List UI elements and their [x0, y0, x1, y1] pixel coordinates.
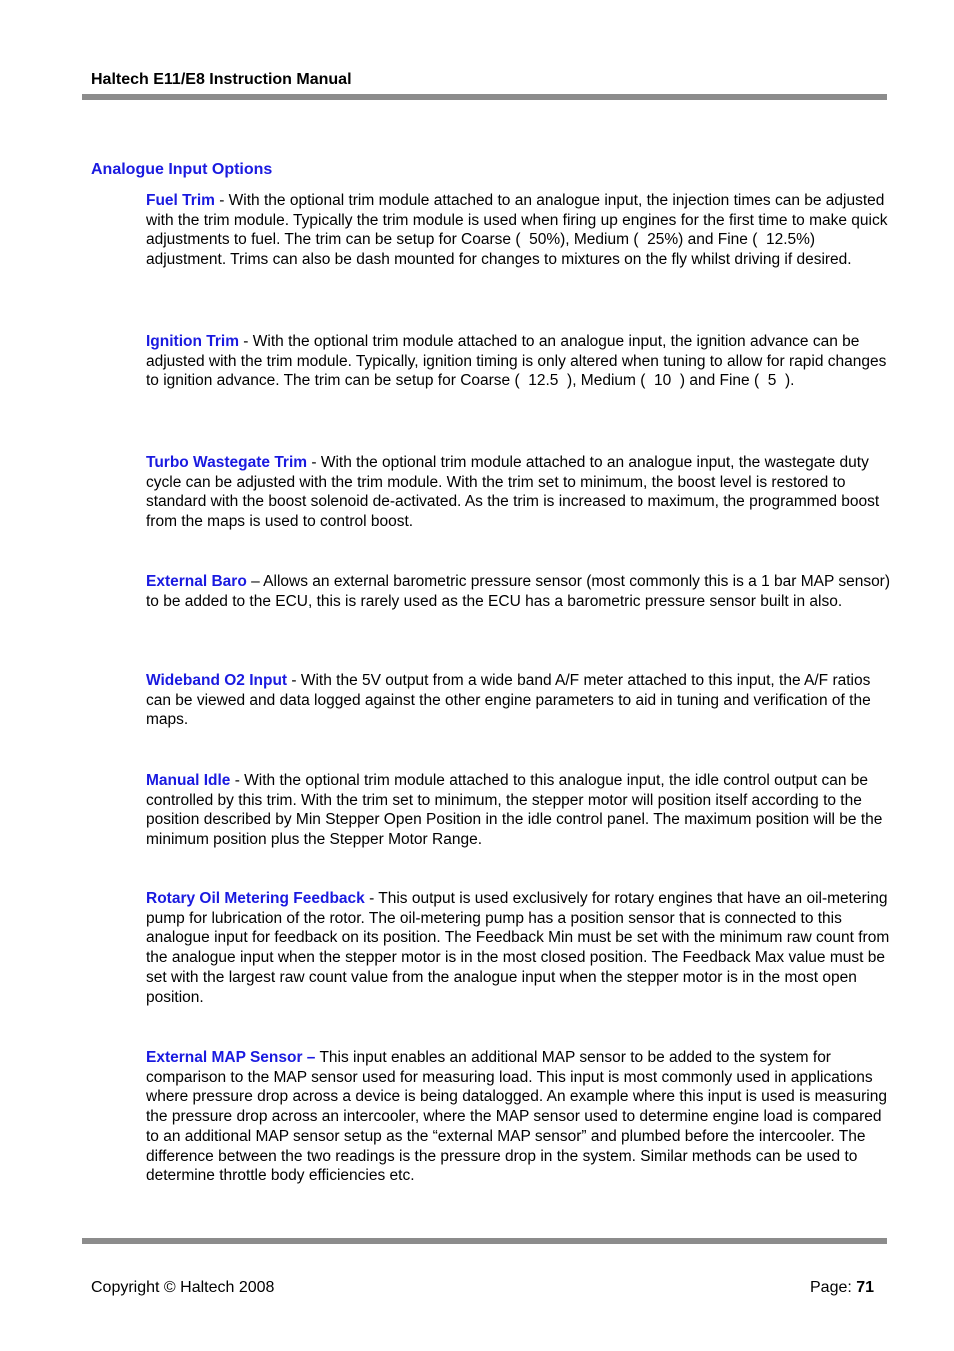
entry-manual-idle [146, 771, 891, 850]
entry-ignition-trim [146, 332, 891, 391]
footer-rule [82, 1238, 887, 1244]
header-title: Haltech E11/E8 Instruction Manual [91, 71, 352, 88]
page-label: Page: [810, 1279, 857, 1296]
entry-text: - This output is used exclusively for rotary engines that have an oil-metering pump for lubrication of the rotor. The oil-metering pump has a position sensor that is connected to this analogue input for feedback on its position. The Feedback Min must be set with the minimum raw count from the analogue input when the stepper motor is in the most closed position. The Feedback Max value must be set with the largest raw count value from the analogue input when the stepper motor is in the most open position. [146, 890, 890, 1006]
footer-page-number [810, 1278, 874, 1298]
entry-text: - With the 5V output from a wide band A/F meter attached to this input, the A/F ratios can be viewed and data logged against the other engine parameters to aid in tuning and verification of the maps. [146, 672, 871, 729]
entry-term: External Baro [146, 573, 247, 590]
section-heading: Analogue Input Options [91, 161, 273, 178]
entry-turbo-wastegate-trim [146, 453, 891, 532]
entry-term: Manual Idle [146, 772, 231, 789]
entry-external-map-sensor [146, 1048, 891, 1186]
footer-copyright: Copyright © Haltech 2008 [91, 1279, 275, 1296]
entry-wideband-o2-input [146, 671, 891, 730]
entry-text: - With the optional trim module attached to an analogue input, the wastegate duty cycle can be adjusted with the trim module. With the trim set to minimum, the boost level is restored to standard with the boost solenoid de-activated. As the trim is increased to maximum, the programmed boost from the maps is used to control boost. [146, 454, 880, 531]
entry-text: – Allows an external barometric pressure sensor (most commonly this is a 1 bar MAP sensor) to be added to the ECU, this is rarely used as the ECU has a barometric pressure sensor built in also. [146, 573, 891, 610]
entry-text: - With the optional trim module attached to an analogue input, the injection times can be adjusted with the trim module. Typically the trim module is used when firing up engines for the first time to make quick adjustments to fuel. The trim can be setup for Coarse ( 50%), Medium ( 25%) and Fine ( 12.5%) adjustment. Trims can also be dash mounted for changes to mixtures on the fly whilst driving if desired. [146, 192, 888, 269]
entry-term: Wideband O2 Input [146, 672, 288, 689]
entry-term: Rotary Oil Metering Feedback [146, 890, 365, 907]
header-rule [82, 94, 887, 100]
entry-rotary-oil-metering-feedback [146, 889, 891, 1007]
page-number: 71 [856, 1279, 875, 1296]
entry-external-baro [146, 572, 891, 611]
entry-term: Fuel Trim [146, 192, 215, 209]
entry-term: External MAP Sensor – [146, 1049, 316, 1066]
entry-text: - With the optional trim module attached to an analogue input, the ignition advance can be adjusted with the trim module. Typically, ignition timing is only altered when tuning to allow for rapid changes to ignition advance. The trim can be setup for Coarse ( 12.5 ), Medium ( 10 ) and Fine ( 5 ). [146, 333, 887, 390]
entry-fuel-trim [146, 191, 891, 270]
entry-term: Ignition Trim [146, 333, 239, 350]
entry-term: Turbo Wastegate Trim [146, 454, 308, 471]
entry-text: This input enables an additional MAP sensor to be added to the system for comparison to the MAP sensor used for measuring load. This input is most commonly used in applications where pressure drop across a device is being datalogged. An example where this input is used is measuring the pressure drop across an intercooler, where the MAP sensor used to determine engine load is compared to an additional MAP sensor setup as the “external MAP sensor” and plumbed before the intercooler. The difference between the two readings is the pressure drop in the system. Similar methods can be used to determine throttle body efficiencies etc. [146, 1049, 887, 1185]
entry-text: - With the optional trim module attached to this analogue input, the idle control output can be controlled by this trim. With the trim set to minimum, the stepper motor will position itself according to the position described by Min Stepper Open Position in the idle control panel. The maximum position will be the minimum position plus the Stepper Motor Range. [146, 772, 883, 849]
